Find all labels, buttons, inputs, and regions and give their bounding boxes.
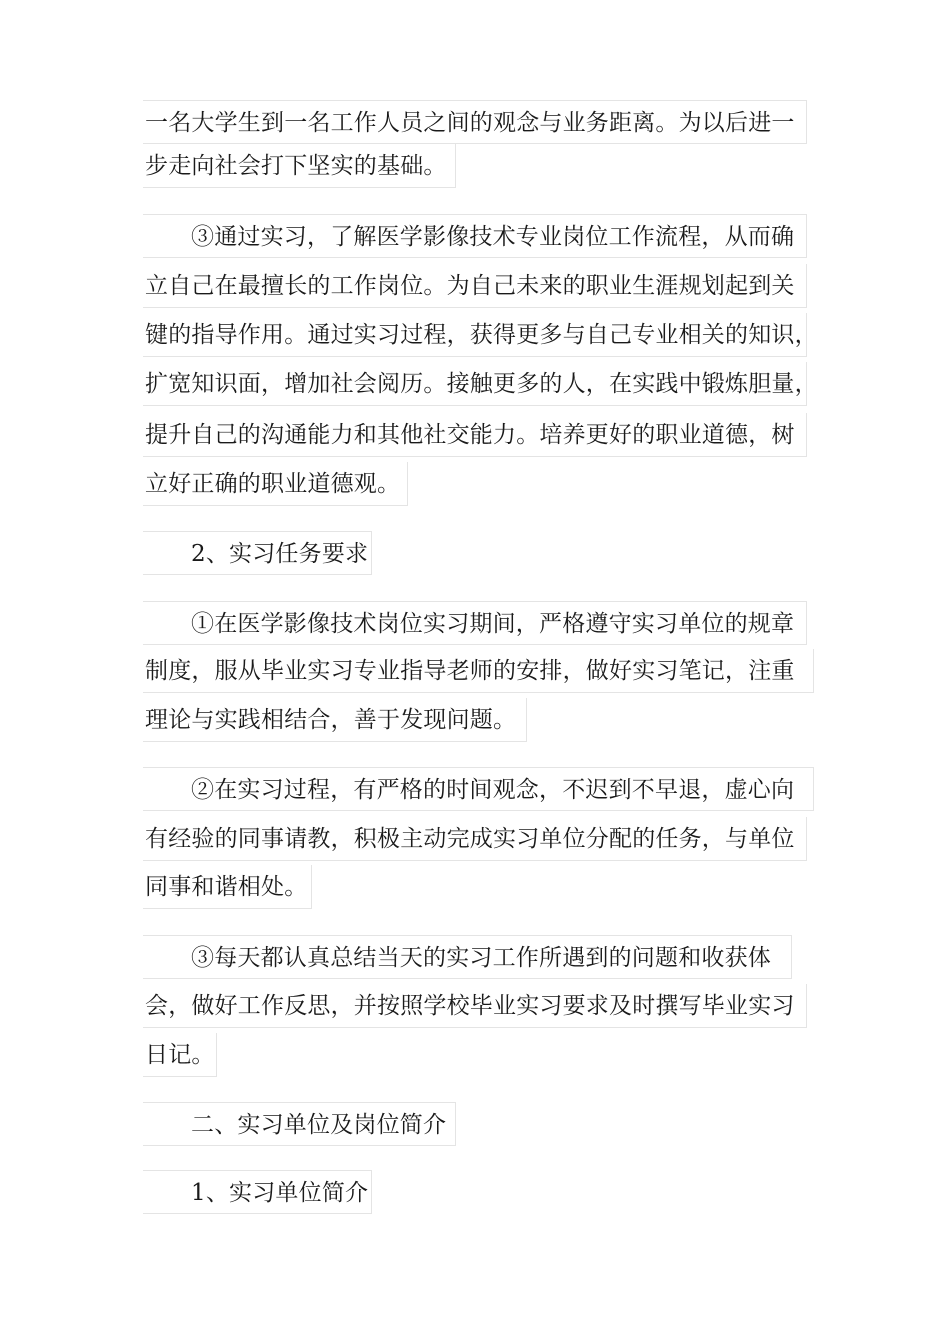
text-line: 制度，服从毕业实习专业指导老师的安排，做好实习笔记，注重 (143, 649, 814, 693)
text-line: ③每天都认真总结当天的实习工作所遇到的问题和收获体 (143, 935, 792, 979)
section-heading: 二、实习单位及岗位简介 (143, 1102, 456, 1146)
section-heading: 2、实习任务要求 (143, 531, 372, 575)
text-line: ③通过实习，了解医学影像技术专业岗位工作流程，从而确 (143, 214, 807, 258)
text-line: ①在医学影像技术岗位实习期间，严格遵守实习单位的规章 (143, 601, 807, 645)
text-line: ②在实习过程，有严格的时间观念，不迟到不早退，虚心向 (143, 767, 814, 811)
text-line: 立好正确的职业道德观。 (143, 462, 408, 506)
text-line: 理论与实践相结合，善于发现问题。 (143, 698, 527, 742)
text-line: 一名大学生到一名工作人员之间的观念与业务距离。为以后进一 (143, 100, 807, 144)
text-line: 有经验的同事请教，积极主动完成实习单位分配的任务，与单位 (143, 817, 807, 861)
text-line: 步走向社会打下坚实的基础。 (143, 144, 456, 188)
text-line: 同事和谐相处。 (143, 865, 312, 909)
text-line: 键的指导作用。通过实习过程，获得更多与自己专业相关的知识， (143, 313, 807, 357)
section-heading: 1、实习单位简介 (143, 1170, 372, 1214)
text-line: 扩宽知识面，增加社会阅历。接触更多的人，在实践中锻炼胆量， (143, 362, 807, 406)
text-line: 日记。 (143, 1033, 217, 1077)
text-line: 会，做好工作反思，并按照学校毕业实习要求及时撰写毕业实习 (143, 984, 807, 1028)
text-line: 提升自己的沟通能力和其他社交能力。培养更好的职业道德，树 (143, 413, 807, 457)
text-line: 立自己在最擅长的工作岗位。为自己未来的职业生涯规划起到关 (143, 264, 807, 308)
